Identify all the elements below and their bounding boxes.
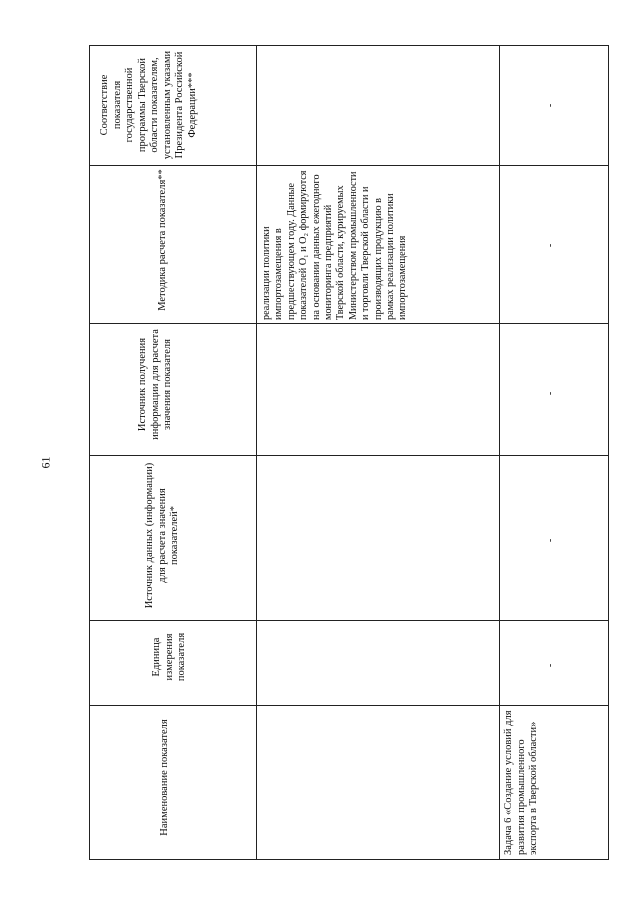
row2-source-info: -	[545, 391, 557, 396]
header-method: Методика расчета показателя**	[157, 169, 168, 311]
row2-compliance: -	[545, 103, 557, 108]
data-row-separator	[499, 45, 500, 860]
table-border-left	[89, 45, 90, 860]
header-name: Наименование показателя	[159, 719, 170, 836]
header-source-info: Источник получения информации для расчета значения показателя	[137, 329, 173, 440]
col-separator-3	[89, 455, 609, 456]
table-border-right	[608, 45, 609, 860]
header-compliance: Соответствие показателя государственной программы Тверской области показателям, установленным указами Президента Российской Федерации***	[99, 50, 198, 160]
row2-unit: -	[545, 663, 557, 668]
page-number: 61	[38, 456, 53, 469]
row2-method: -	[545, 243, 557, 248]
header-source-data: Источник данных (информации) для расчета значения показателей*	[144, 462, 180, 609]
header-row-separator	[256, 45, 257, 860]
table-border-bottom	[89, 859, 609, 860]
header-unit: Единица измерения показателя	[151, 632, 187, 682]
row2-source-data: -	[545, 538, 557, 543]
row1-method: реализации политики импортозамещения в предшествующем году. Данные показателей О₁ и О₂ формируются на основании данных ежегодного мониторинга предприятий Тверской области, курируемых Министерством промышленности и торговли Тверской области и производящих продукцию в рамках реализации политики импортозамещения	[261, 170, 409, 320]
indicator-table	[89, 45, 609, 860]
row2-name: Задача 6 «Создание условий для развития промышленного экспорта в Тверской области»	[503, 710, 540, 855]
table-border-top	[89, 45, 609, 46]
